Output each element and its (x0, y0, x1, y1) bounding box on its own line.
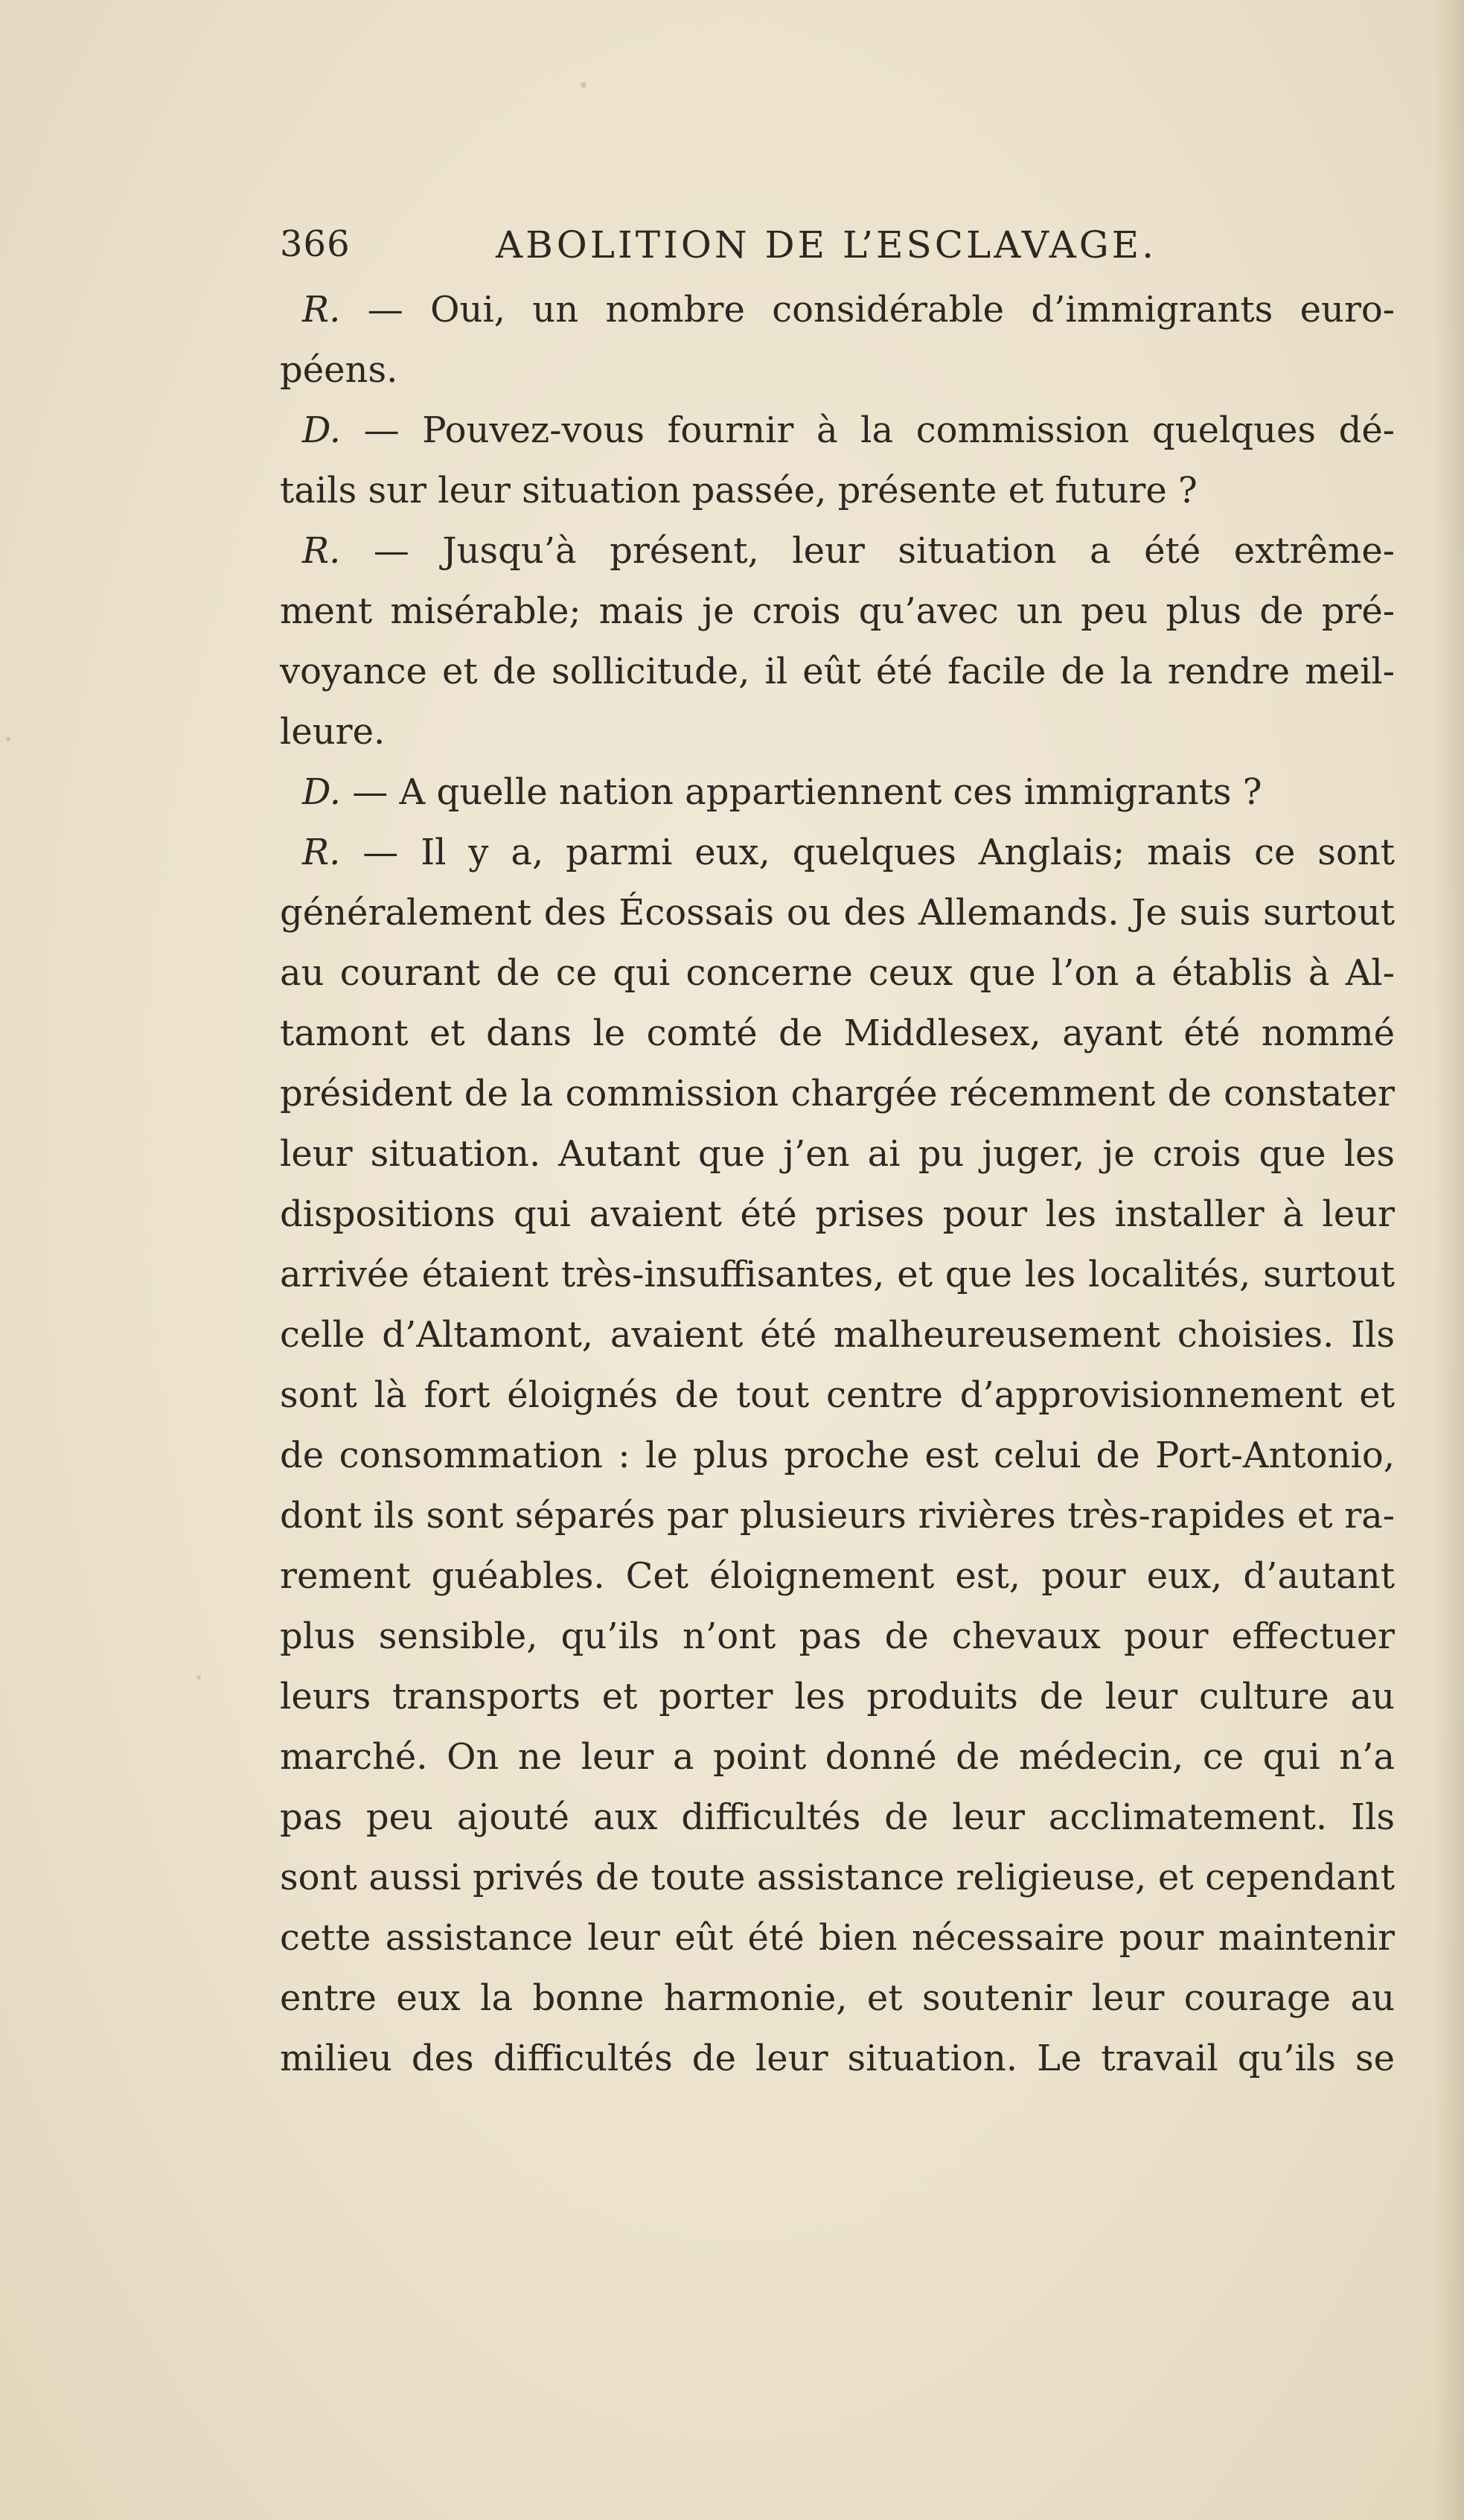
text-line: dont ils sont séparés par plusieurs rivières très-rapides et ra- (280, 1495, 1395, 1537)
text-line: R. — Il y a, parmi eux, quelques Anglais; mais ce sont (302, 832, 1395, 873)
speaker-label: R. (302, 832, 341, 873)
text-line: arrivée étaient très-insuffisantes, et que les localités, surtout (280, 1254, 1395, 1295)
text-line: D. — A quelle nation appartiennent ces immigrants ? (302, 771, 1262, 813)
paper-foxing-spot (196, 1675, 201, 1680)
page-edge-shadow (1434, 0, 1464, 2520)
text-line: tamont et dans le comté de Middlesex, ayant été nommé (280, 1012, 1395, 1054)
text-line: sont là fort éloignés de tout centre d’approvisionnement et (280, 1374, 1395, 1416)
text-line: leure. (280, 711, 386, 753)
body-text (280, 280, 1395, 2089)
text-line: R. — Jusqu’à présent, leur situation a été extrême- (302, 530, 1395, 572)
text-line: leurs transports et porter les produits de leur culture au (280, 1676, 1395, 1717)
text-line: péens. (280, 349, 398, 391)
text-line: sont aussi privés de toute assistance religieuse, et cependant (280, 1857, 1395, 1898)
paper-foxing-spot (581, 82, 586, 88)
text-line: R. — Oui, un nombre considérable d’immigrants euro- (302, 289, 1395, 331)
text-line: marché. On ne leur a point donné de médecin, ce qui n’a (280, 1736, 1395, 1778)
text-line: milieu des difficultés de leur situation. Le travail qu’ils se (280, 2038, 1395, 2079)
text-line: D. — Pouvez-vous fournir à la commission quelques dé- (302, 409, 1395, 451)
text-line: tails sur leur situation passée, présente et future ? (280, 470, 1198, 511)
text-line: ment misérable; mais je crois qu’avec un peu plus de pré- (280, 590, 1395, 632)
text-line: au courant de ce qui concerne ceux que l’on a établis à Al- (280, 952, 1395, 994)
page-header (280, 223, 1395, 280)
speaker-label: R. (302, 289, 341, 331)
text-line: de consommation : le plus proche est celui de Port-Antonio, (280, 1435, 1395, 1476)
speaker-label: D. (302, 409, 342, 451)
text-line: dispositions qui avaient été prises pour les installer à leur (280, 1193, 1395, 1235)
text-line: cette assistance leur eût été bien nécessaire pour maintenir (280, 1917, 1395, 1959)
text-line: rement guéables. Cet éloignement est, pour eux, d’autant (280, 1555, 1395, 1597)
page-text-block (280, 223, 1395, 2089)
running-title: ABOLITION DE L’ESCLAVAGE. (496, 223, 1157, 267)
text-line: président de la commission chargée récemment de constater (280, 1073, 1395, 1114)
page-number: 366 (280, 223, 351, 265)
text-line: voyance et de sollicitude, il eût été facile de la rendre meil- (280, 651, 1395, 692)
text-line: pas peu ajouté aux difficultés de leur acclimatement. Ils (280, 1796, 1395, 1838)
text-line: généralement des Écossais ou des Allemands. Je suis surtout (280, 892, 1395, 934)
text-line: entre eux la bonne harmonie, et soutenir leur courage au (280, 1977, 1395, 2019)
paper-foxing-spot (6, 737, 10, 741)
text-line: celle d’Altamont, avaient été malheureusement choisies. Ils (280, 1314, 1395, 1356)
text-line: leur situation. Autant que j’en ai pu juger, je crois que les (280, 1133, 1395, 1175)
text-line: plus sensible, qu’ils n’ont pas de chevaux pour effectuer (280, 1615, 1395, 1657)
speaker-label: R. (302, 530, 341, 572)
speaker-label: D. (302, 771, 342, 813)
